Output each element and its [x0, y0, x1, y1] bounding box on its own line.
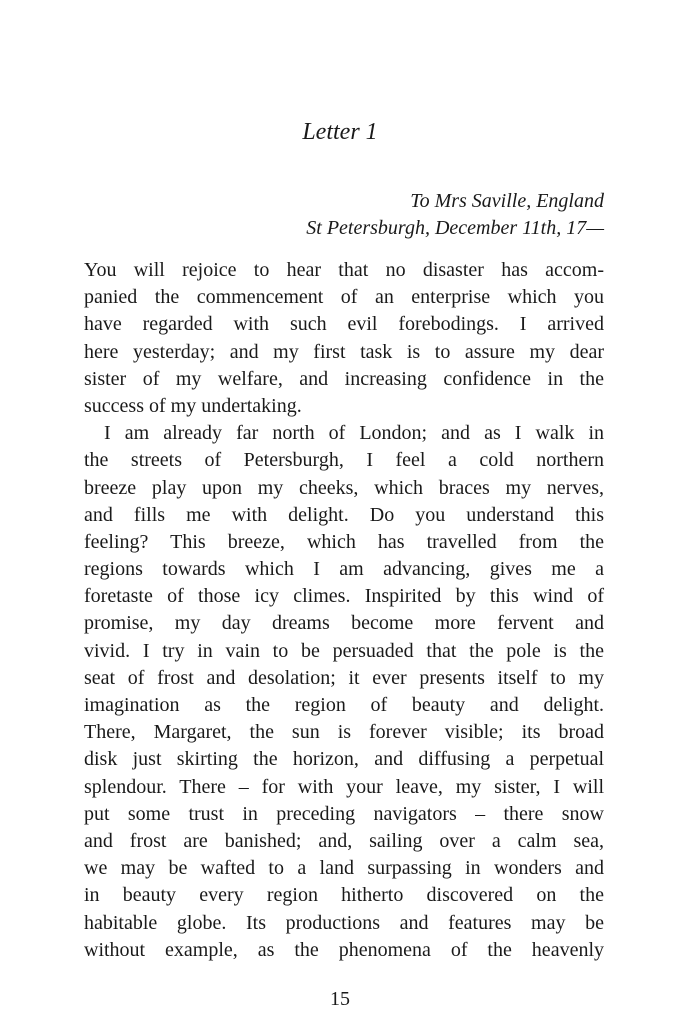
text-line: vivid. I try in vain to be persuaded that the pole is the: [84, 639, 604, 662]
letter-header: [84, 188, 604, 242]
faint-footer-mark: [0, 1014, 680, 1024]
recipient-line: To Mrs Saville, England: [410, 190, 604, 212]
letter-body: [84, 257, 604, 964]
text-line: imagination as the region of beauty and delight.: [84, 694, 604, 716]
page-number: 15: [330, 988, 350, 1010]
text-line: There, Margaret, the sun is forever visible; its broad: [84, 721, 604, 744]
letter-title: Letter 1: [302, 119, 378, 145]
text-line: the streets of Petersburgh, I feel a cold northern: [84, 449, 604, 472]
text-line: we may be wafted to a land surpassing in wonders and: [84, 857, 604, 880]
text-line: breeze play upon my cheeks, which braces my nerves,: [84, 476, 604, 499]
text-line: here yesterday; and my first task is to assure my dear: [84, 340, 604, 363]
text-line: put some trust in preceding navigators – there snow: [84, 802, 604, 825]
text-line: promise, my day dreams become more fervent and: [84, 612, 604, 635]
text-line: and frost are banished; and, sailing over a calm sea,: [84, 829, 604, 852]
text-line: sister of my welfare, and increasing confidence in the: [84, 367, 604, 390]
text-line: habitable globe. Its productions and features may be: [84, 911, 604, 934]
text-line: seat of frost and desolation; it ever presents itself to my: [84, 666, 604, 689]
text-line: panied the commencement of an enterprise which you: [84, 286, 604, 309]
text-line: success of my undertaking.: [84, 394, 302, 417]
text-line: splendour. There – for with your leave, my sister, I will: [84, 775, 604, 798]
text-line: have regarded with such evil forebodings. I arrived: [84, 313, 604, 336]
text-line: regions towards which I am advancing, gives me a: [84, 558, 604, 581]
text-line: without example, as the phenomena of the heavenly: [84, 938, 604, 961]
paragraph-2: [84, 420, 604, 964]
text-line: in beauty every region hitherto discovered on the: [84, 884, 604, 907]
text-line: I am already far north of London; and as I walk in: [104, 422, 604, 445]
text-line: foretaste of those icy climes. Inspirited by this wind of: [84, 585, 604, 608]
text-line: and fills me with delight. Do you understand this: [84, 503, 604, 526]
paragraph-1: [84, 257, 604, 420]
text-line: You will rejoice to hear that no disaster has accom-: [84, 259, 604, 281]
place-date-line: St Petersburgh, December 11th, 17—: [306, 217, 604, 239]
text-line: feeling? This breeze, which has travelled from the: [84, 530, 604, 553]
text-line: disk just skirting the horizon, and diffusing a perpetual: [84, 748, 604, 771]
